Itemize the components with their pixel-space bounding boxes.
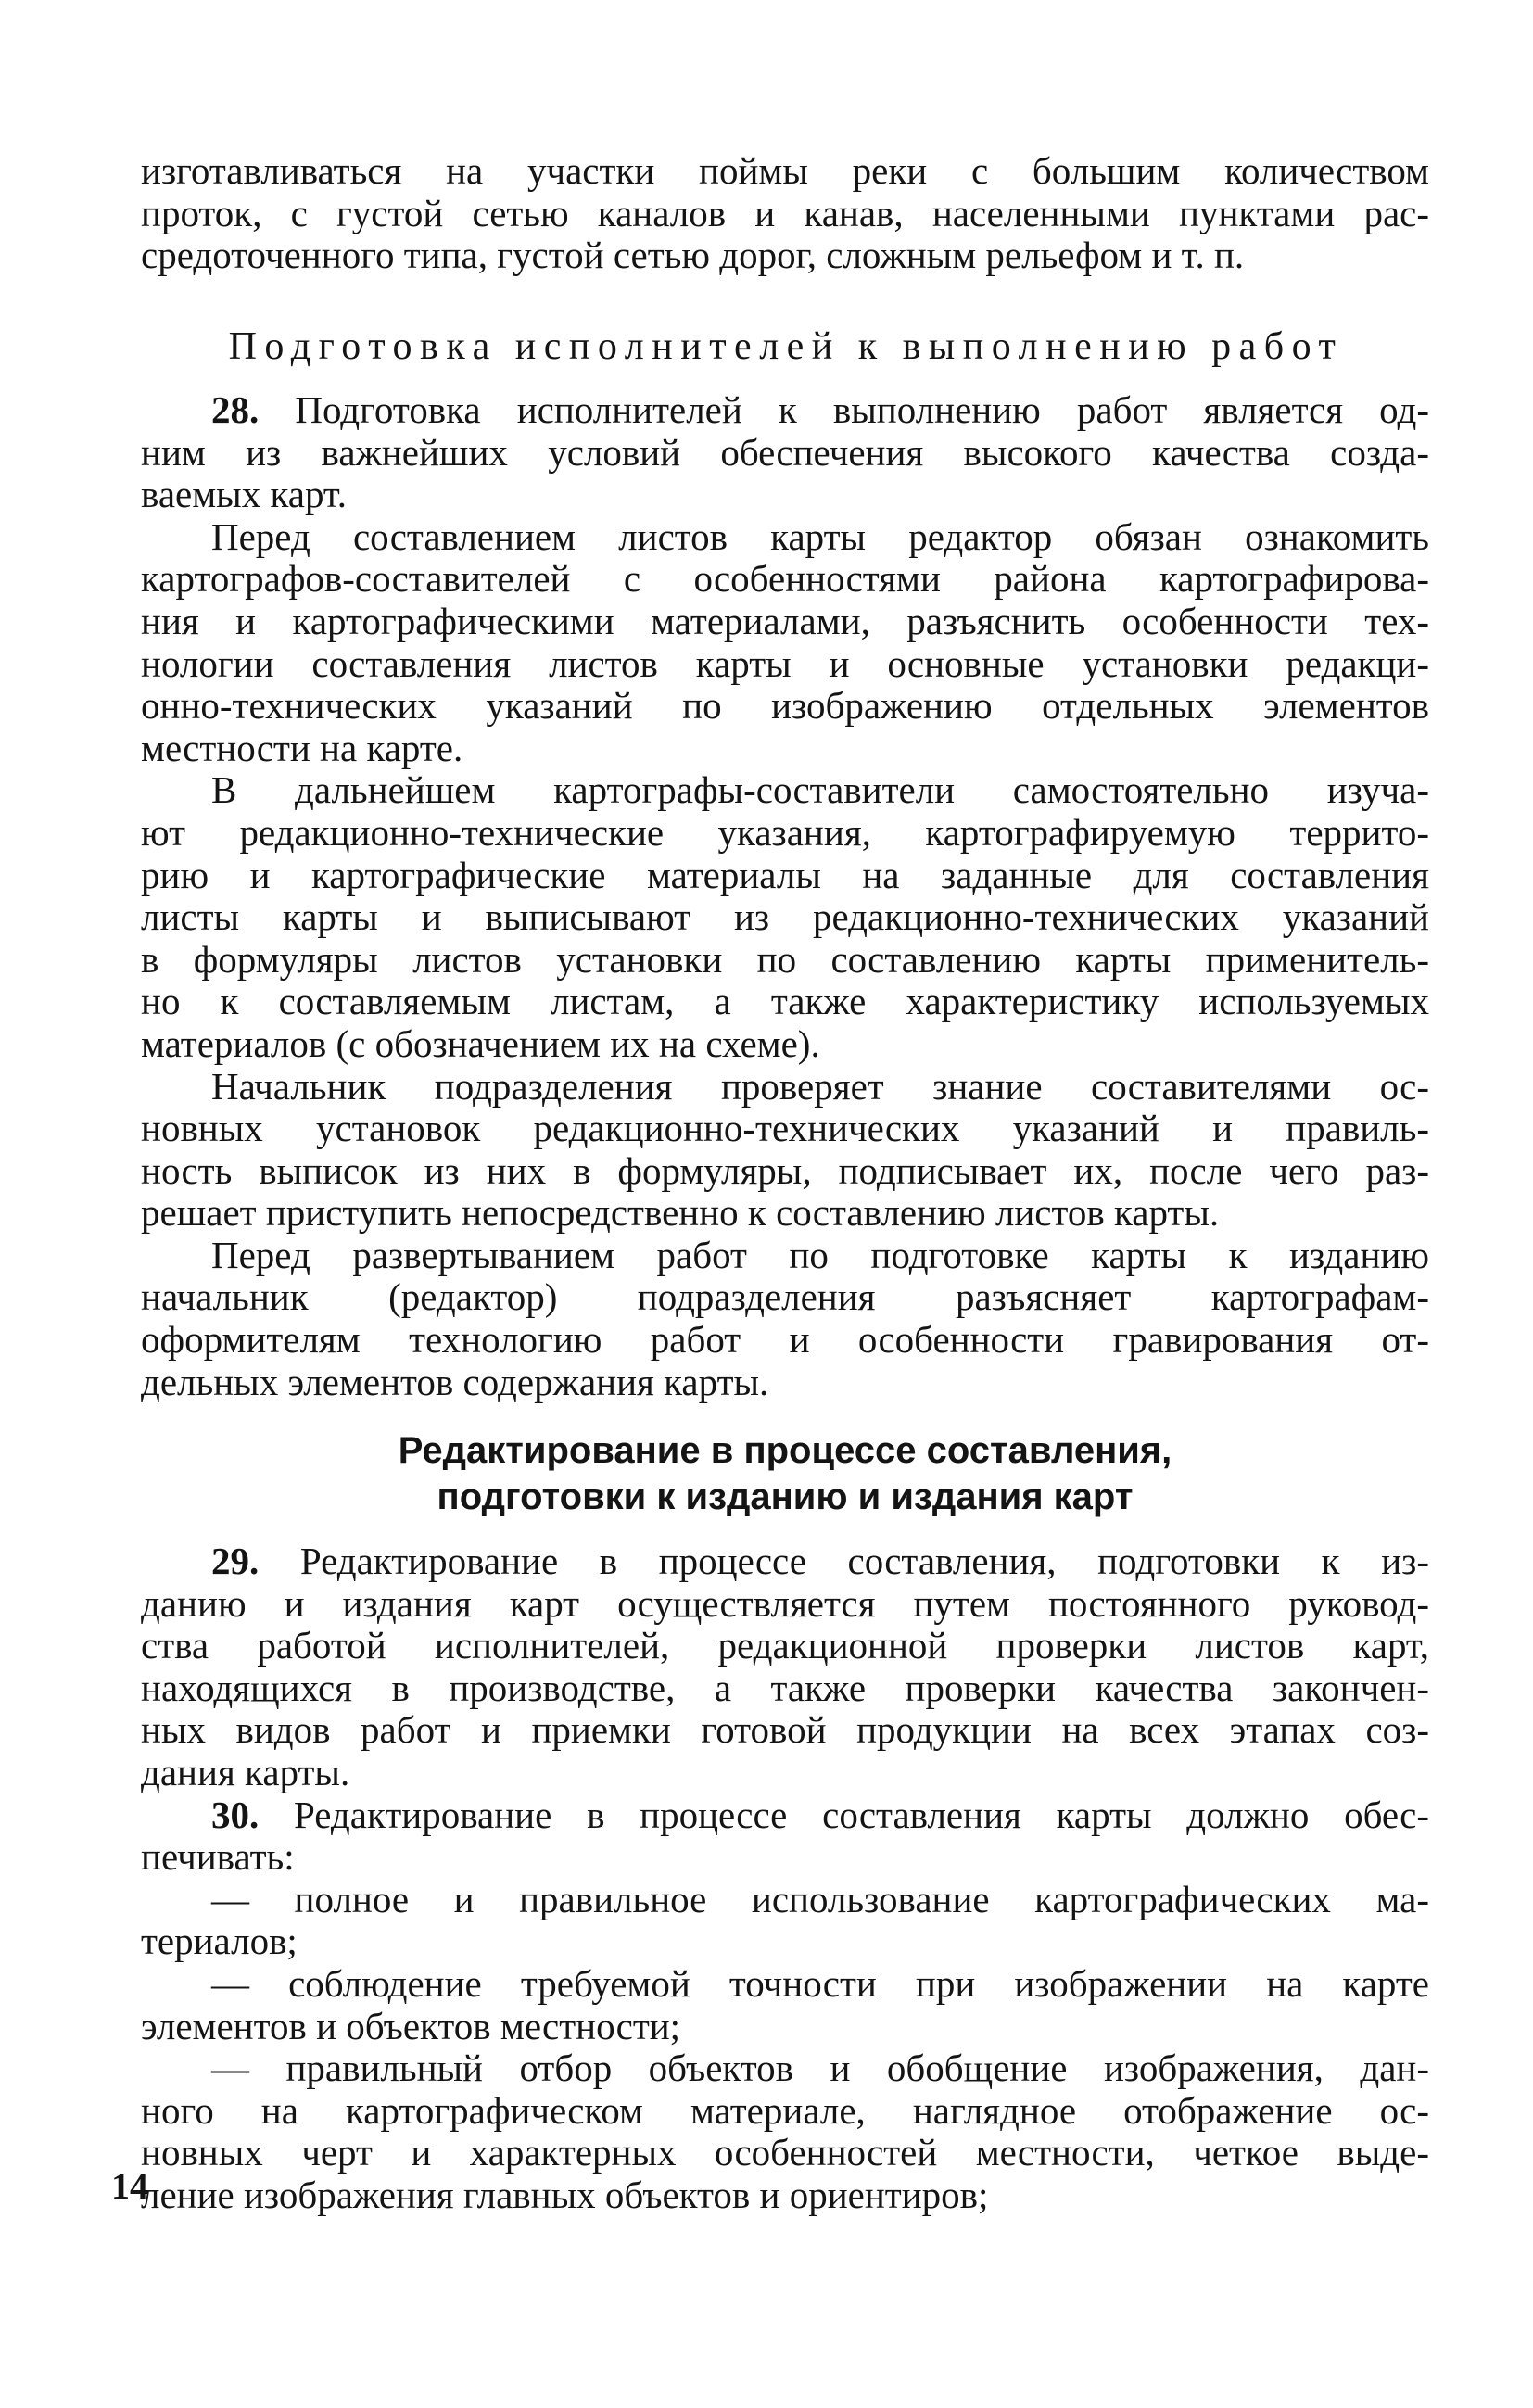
text-line: Перед развертыванием работ по подготовке карты к изданию: [211, 1233, 1429, 1276]
continuation-paragraph: [141, 150, 1429, 277]
text-line: оформителям технологию работ и особенности гравирования от-: [141, 1318, 1429, 1362]
text-line: изготавливаться на участки поймы реки с большим количеством: [141, 149, 1429, 192]
text-line: средоточенного типа, густой сетью дорог, сложным рельефом и т. п.: [141, 234, 1245, 277]
list-item-line: — правильный отбор объектов и обобщение изображения, дан-: [211, 2047, 1429, 2090]
text-line: Перед составлением листов карты редактор обязан ознакомить: [211, 514, 1429, 558]
item-text: Редактирование в процессе составления карты должно обес-: [259, 1793, 1429, 1836]
text-line: новных черт и характерных особенностей местности, четкое выде-: [141, 2131, 1429, 2174]
text-line: данию и издания карт осуществляется путем постоянного руковод-: [141, 1581, 1429, 1625]
text-line: новных установок редакционно-технических указаний и правиль-: [141, 1107, 1429, 1150]
text-line: листы карты и выписывают из редакционно-технических указаний: [141, 895, 1429, 939]
text-line: дельных элементов содержания карты.: [141, 1360, 769, 1403]
text-line: проток, с густой сетью каналов и канав, населенными пунктами рас-: [141, 191, 1429, 234]
section-heading-preparation: Подготовка исполнителей к выполнению работ: [228, 325, 1344, 368]
text-line: в формуляры листов установки по составлению карты применитель-: [141, 937, 1429, 981]
item-30-line: [141, 1794, 1429, 1837]
text-line: ных видов работ и приемки готовой продукции на всех этапах соз-: [141, 1708, 1429, 1752]
text-line: решает приступить непосредственно к составлению листов карты.: [141, 1191, 1220, 1235]
text-line: Начальник подразделения проверяет знание составителями ос-: [211, 1064, 1429, 1108]
text-line: но к составляемым листам, а также характеристику используемых: [141, 980, 1429, 1023]
text-line: ного на картографическом материале, наглядное отображение ос-: [141, 2088, 1429, 2132]
item-28-line: [141, 389, 1429, 432]
section-heading-editing-line-2: подготовки к изданию и издания карт: [437, 1476, 1134, 1517]
item-text: Редактирование в процессе составления, подготовки к из-: [259, 1540, 1429, 1582]
text-line: картографов-составителей с особенностями района картографирова-: [141, 557, 1429, 601]
list-item-line: — соблюдение требуемой точности при изображении на карте: [211, 1961, 1429, 2005]
section-heading-editing-line-1: Редактирование в процессе составления,: [398, 1430, 1172, 1471]
item-number: 29.: [211, 1540, 260, 1582]
text-line: печивать:: [141, 1835, 295, 1879]
text-line: материалов (с обозначением их на схеме).: [141, 1021, 820, 1065]
text-line: нологии составления листов карты и основные установки редакци-: [141, 641, 1429, 685]
item-29-line: [141, 1540, 1429, 1583]
list-item-line: — полное и правильное использование картографических ма-: [211, 1877, 1429, 1920]
text-line: ность выписок из них в формуляры, подписывает их, после чего раз-: [141, 1148, 1429, 1192]
section-body-preparation: [141, 389, 1429, 1403]
page-number: 14: [111, 2165, 148, 2207]
item-number: 30.: [211, 1793, 260, 1836]
text-line: начальник (редактор) подразделения разъясняет картографам-: [141, 1275, 1429, 1319]
section-body-editing: [141, 1540, 1429, 2217]
text-line: териалов;: [141, 1920, 298, 1963]
item-text: Подготовка исполнителей к выполнению работ является од-: [259, 388, 1429, 431]
text-line: ление изображения главных объектов и ориентиров;: [141, 2173, 989, 2216]
text-line: дания карты.: [141, 1750, 350, 1793]
text-line: находящихся в производстве, а также проверки качества закончен-: [141, 1666, 1429, 1709]
text-line: В дальнейшем картографы-составители самостоятельно изуча-: [211, 768, 1429, 812]
text-line: элементов и объектов местности;: [141, 2004, 681, 2047]
text-line: рию и картографические материалы на заданные для составления: [141, 853, 1429, 896]
text-line: ют редакционно-технические указания, картографируемую террито-: [141, 810, 1429, 854]
text-line: ваемых карт.: [141, 473, 347, 516]
text-line: ним из важнейших условий обеспечения высокого качества созда-: [141, 430, 1429, 474]
item-number: 28.: [211, 388, 260, 431]
text-line: ния и картографическими материалами, разъяснить особенности тех-: [141, 599, 1429, 642]
text-line: ства работой исполнителей, редакционной проверки листов карт,: [141, 1624, 1429, 1667]
text-line: местности на карте.: [141, 726, 463, 769]
text-line: онно-технических указаний по изображению отдельных элементов: [141, 684, 1429, 728]
